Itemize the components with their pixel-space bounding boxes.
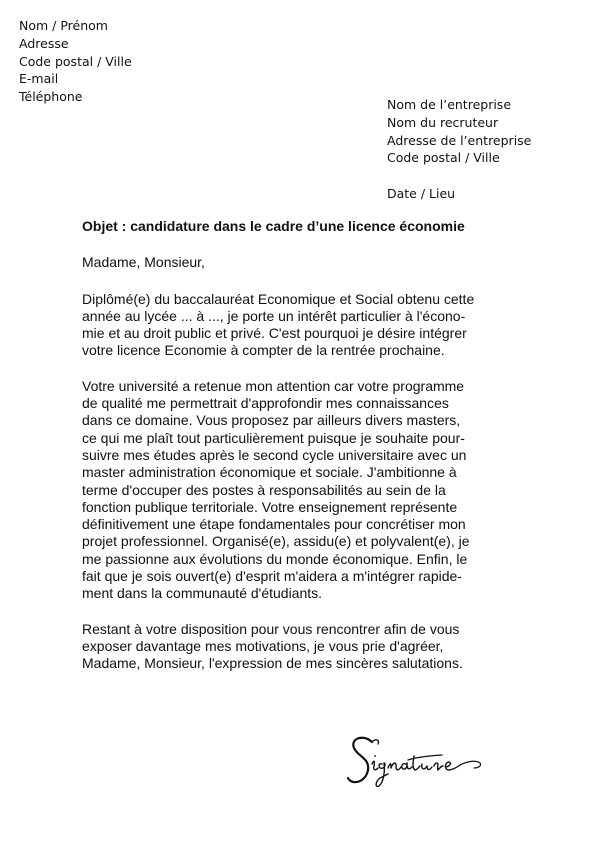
letter-subject: Objet : candidature dans le cadre d’une licence économie	[82, 218, 465, 234]
sender-name: Nom / Prénom	[19, 18, 108, 33]
paragraph-line: me passionne aux évolutions du monde économique. Enfin, le	[82, 550, 468, 567]
paragraph-line: votre licence Economie à compter de la rentrée prochaine.	[82, 342, 445, 359]
letter-salutation: Madame, Monsieur,	[82, 254, 205, 271]
sender-email: E-mail	[19, 71, 59, 87]
paragraph-motivation	[82, 378, 522, 603]
paragraph-line: année au lycée ... à ..., je porte un intérêt particulier à l'écono-	[82, 307, 466, 324]
paragraph-line: ce qui me plaît tout particulièrement puisque je souhaite pour-	[82, 429, 465, 446]
handwritten-signature	[342, 730, 492, 800]
paragraph-line: Votre université a retenue mon attention car votre programme	[82, 377, 465, 394]
paragraph-line: Madame, Monsieur, l'expression de mes sincères salutations.	[82, 655, 463, 672]
recipient-block	[387, 96, 531, 167]
paragraph-line: fait que je sois ouvert(e) d'esprit m'aidera a m'intégrer rapide-	[82, 568, 462, 585]
paragraph-intro	[82, 291, 522, 360]
recipient-postal-city: Code postal / Ville	[387, 150, 500, 166]
sender-phone: Téléphone	[19, 89, 83, 105]
sender-address: Adresse	[19, 35, 69, 51]
paragraph-line: Diplômé(e) du baccalauréat Economique et Social obtenu cette	[82, 290, 475, 307]
recipient-recruiter-name: Nom du recruteur	[387, 114, 499, 130]
paragraph-line: terme d'occuper des postes à responsabilités au sein de la	[82, 481, 446, 498]
sender-postal-city: Code postal / Ville	[19, 53, 132, 69]
paragraph-line: projet professionnel. Organisé(e), assidu(e) et polyvalent(e), je	[82, 533, 470, 550]
paragraph-line: master administration économique et sociale. J'ambitionne à	[82, 464, 457, 481]
recipient-company-address: Adresse de l’entreprise	[387, 132, 532, 148]
paragraph-closing	[82, 621, 522, 673]
paragraph-line: mie et au droit public et privé. C'est pourquoi je désire intégrer	[82, 325, 467, 342]
paragraph-line: Restant à votre disposition pour vous rencontrer afin de vous	[82, 620, 460, 637]
paragraph-line: exposer davantage mes motivations, je vous prie d'agréer,	[82, 637, 444, 654]
sender-block	[19, 17, 132, 106]
date-place: Date / Lieu	[387, 186, 456, 201]
recipient-company-name: Nom de l’entreprise	[387, 97, 512, 112]
paragraph-line: définitivement une étape fondamentales pour concrétiser mon	[82, 516, 466, 533]
paragraph-line: dans ce domaine. Vous proposez par ailleurs divers masters,	[82, 412, 461, 429]
paragraph-line: de qualité me permettrait d'approfondir mes connaissances	[82, 395, 449, 412]
paragraph-line: fonction publique territoriale. Votre enseignement représente	[82, 498, 458, 515]
paragraph-line: suivre mes études après le second cycle universitaire avec un	[82, 446, 467, 463]
letter-body	[82, 218, 522, 691]
paragraph-line: ment dans la communauté d'étudiants.	[82, 585, 323, 602]
